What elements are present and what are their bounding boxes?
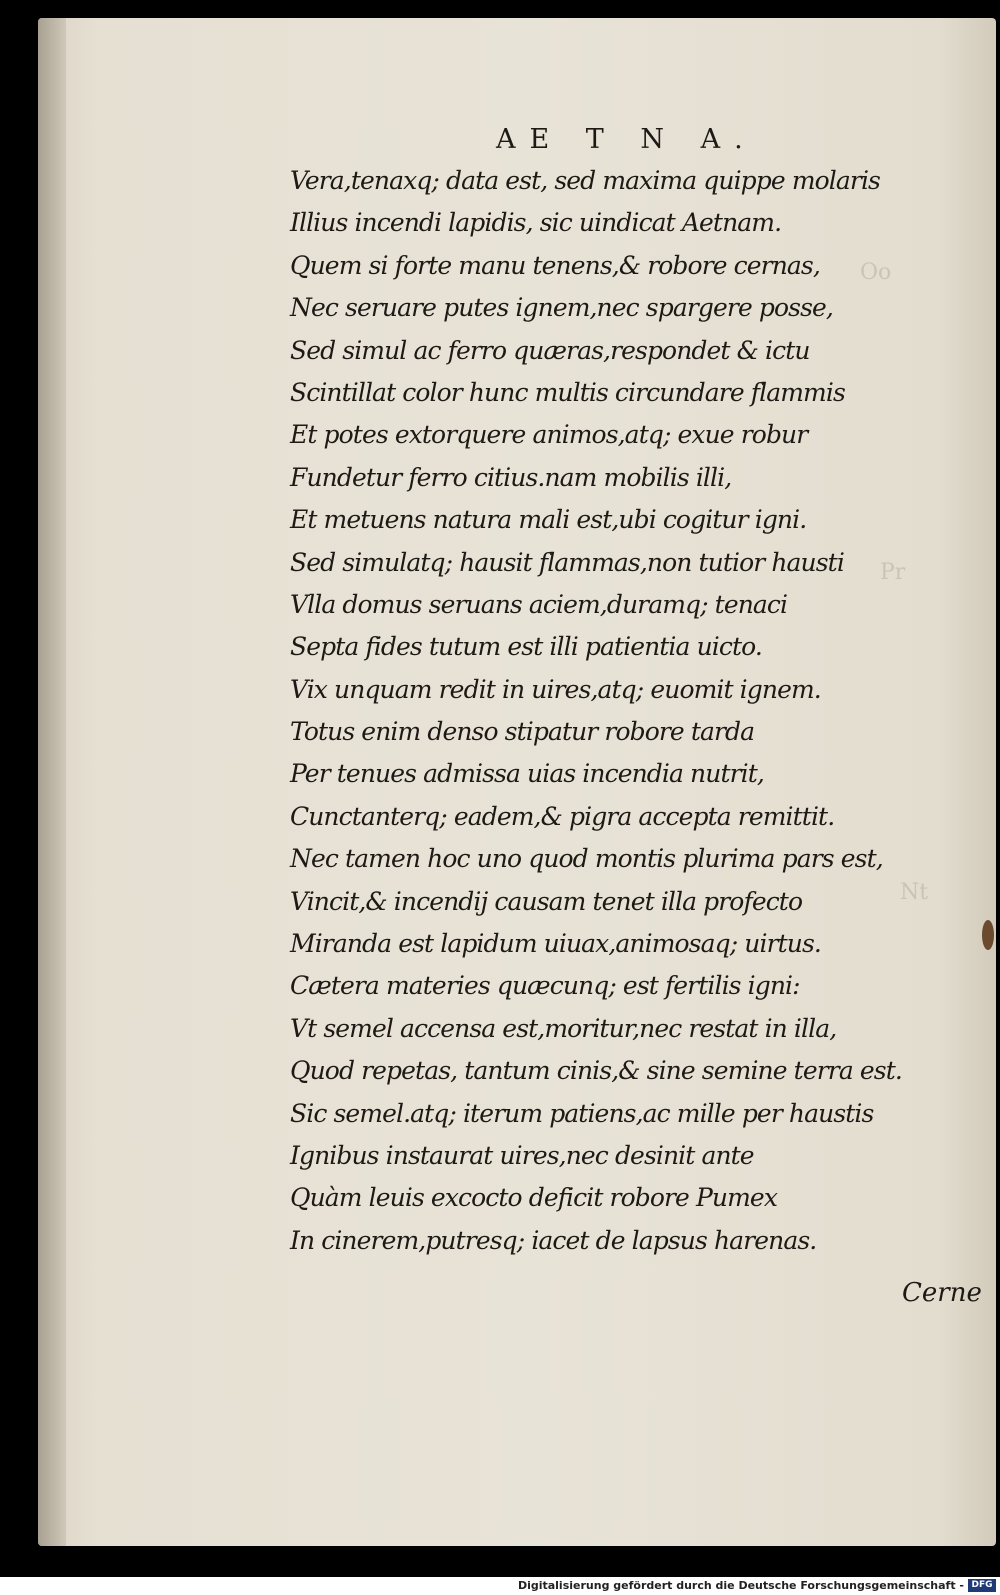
show-through-mark: Nt — [900, 880, 929, 905]
verse-line: Miranda est lapidum uiuax,animosaq; uirtus. — [290, 929, 821, 959]
verse-line: Vincit,& incendij causam tenet illa profecto — [290, 886, 803, 916]
verse-line: Illius incendi lapidis, sic uindicat Aetnam. — [290, 208, 782, 238]
verse-list — [290, 160, 902, 1262]
ink-stain — [982, 920, 994, 950]
verse-line: Nec seruare putes ignem,nec spargere posse, — [290, 293, 833, 323]
verse-line: Quem si forte manu tenens,& robore cernas, — [290, 250, 820, 280]
verse-line: Sed simulatq; hausit flammas,non tutior hausti — [290, 547, 844, 577]
verse-line: In cinerem,putresq; iacet de lapsus harenas. — [290, 1225, 817, 1255]
verse-line: Sed simul ac ferro quæras,respondet & ictu — [290, 335, 810, 365]
funding-credit: Digitalisierung gefördert durch die Deutsche Forschungsgemeinschaft - — [517, 1579, 964, 1592]
verse-line: Quod repetas, tantum cinis,& sine semine terra est. — [290, 1056, 902, 1086]
verse-line: Vera,tenaxq; data est, sed maxima quippe molaris — [290, 166, 880, 195]
verse-line: Et metuens natura mali est,ubi cogitur igni. — [290, 505, 807, 535]
verse-line: Totus enim denso stipatur robore tarda — [290, 717, 755, 747]
running-head: AE T N A. — [496, 124, 757, 155]
verse-line: Vt semel accensa est,moritur,nec restat in illa, — [290, 1013, 837, 1043]
catchword: Cerne — [902, 1278, 982, 1308]
show-through-mark: Pr — [880, 560, 906, 585]
verse-line: Et potes extorquere animos,atq; exue robur — [290, 420, 808, 450]
dfg-logo-icon: DFG — [968, 1579, 996, 1592]
show-through-mark: Oo — [860, 260, 892, 285]
page-gutter-edge — [38, 18, 66, 1546]
verse-line: Fundetur ferro citius.nam mobilis illi, — [290, 462, 732, 492]
verse-line: Septa fides tutum est illi patientia uicto. — [290, 632, 762, 662]
verse-line: Per tenues admissa uias incendia nutrit, — [290, 759, 764, 789]
verse-line: Cunctanterq; eadem,& pigra accepta remittit. — [290, 801, 835, 831]
verse-line: Scintillat color hunc multis circundare flammis — [290, 377, 845, 407]
verse-line: Quàm leuis excocto deficit robore Pumex — [290, 1183, 778, 1213]
verse-line: Cætera materies quæcunq; est fertilis igni: — [290, 971, 800, 1001]
verse-line: Sic semel.atq; iterum patiens,ac mille per haustis — [290, 1098, 874, 1128]
verse-line: Vlla domus seruans aciem,duramq; tenaci — [290, 589, 788, 619]
verse-line: Vix unquam redit in uires,atq; euomit ignem. — [290, 674, 821, 704]
verse-line: Nec tamen hoc uno quod montis plurima pars est, — [290, 844, 883, 874]
verse-line: Ignibus instaurat uires,nec desinit ante — [290, 1140, 754, 1170]
